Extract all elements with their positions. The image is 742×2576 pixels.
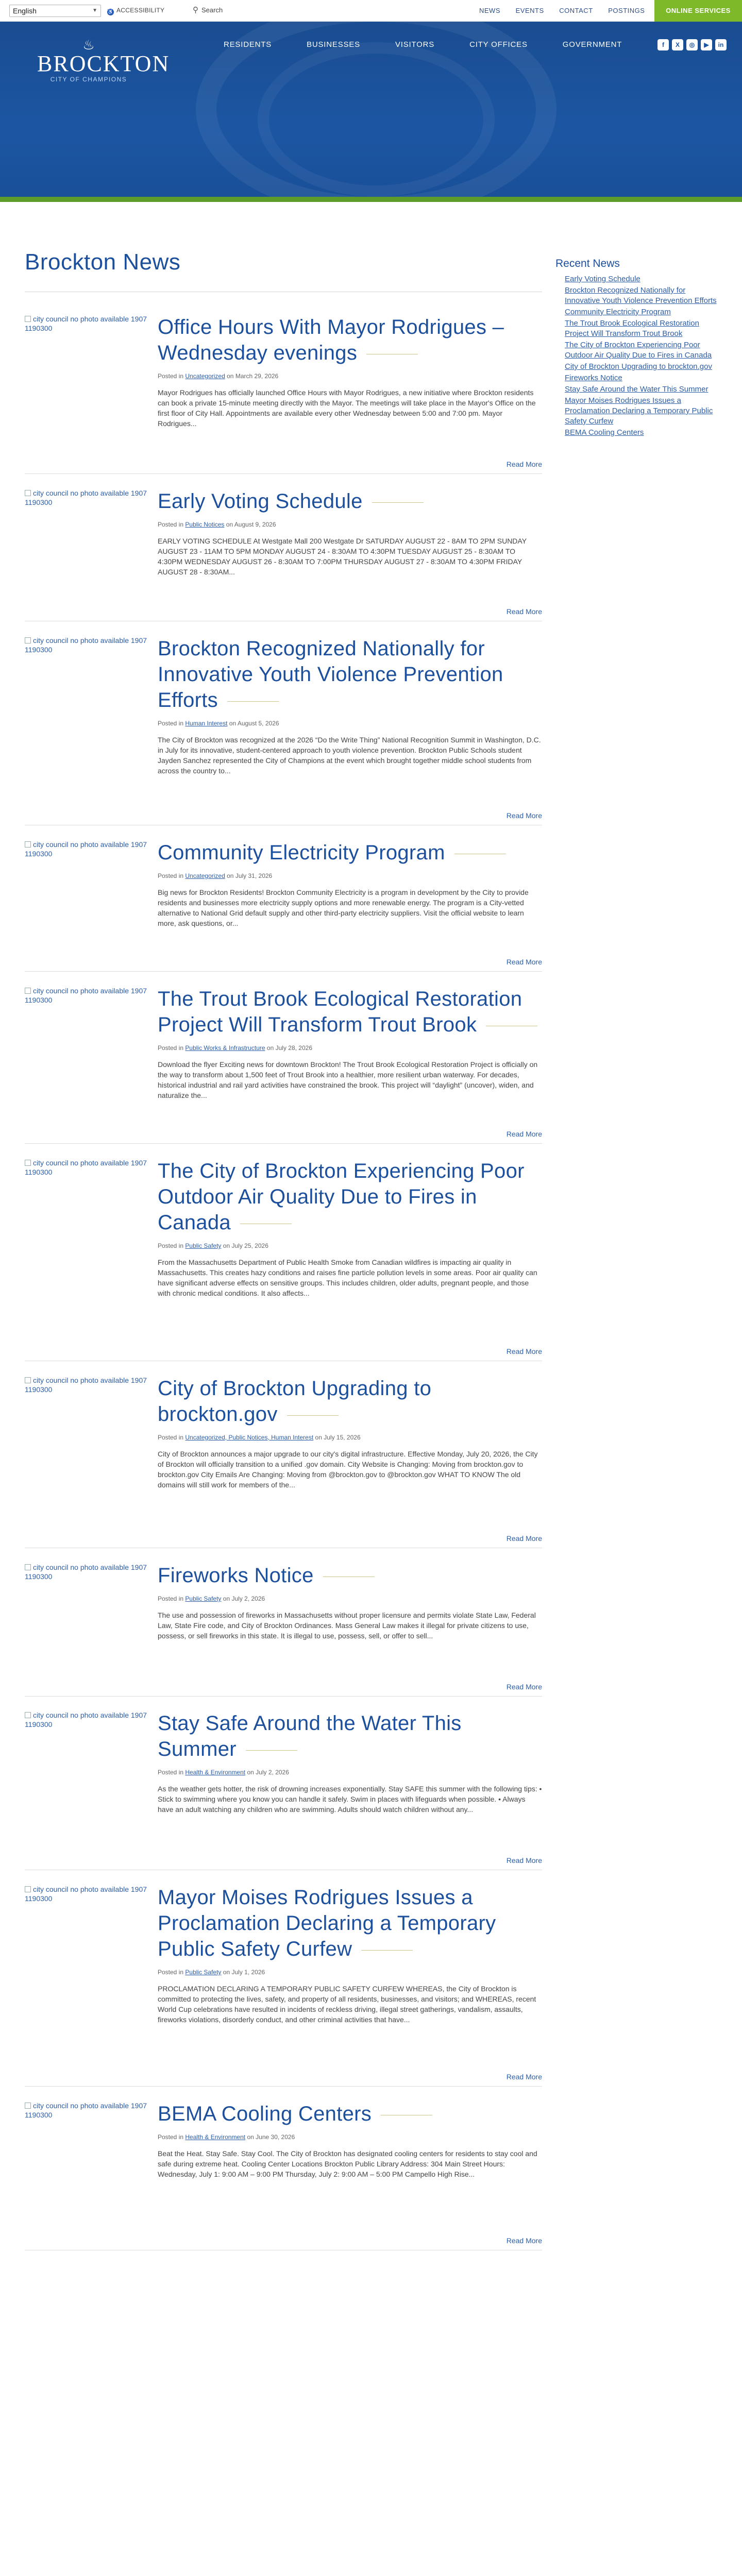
chevron-down-icon: ▼	[92, 8, 97, 13]
sidebar-news-link[interactable]: The Trout Brook Ecological Restoration Project Will Transform Trout Brook	[565, 319, 699, 338]
article-category-link[interactable]: Public Notices	[185, 521, 225, 528]
sidebar-heading: Recent News	[555, 258, 620, 269]
article-title-text[interactable]: The City of Brockton Experiencing Poor Outdoor Air Quality Due to Fires in Canada	[158, 1160, 525, 1234]
read-more-link[interactable]: Read More	[506, 1130, 542, 1138]
posted-in-label: Posted in	[158, 372, 184, 380]
read-more-link[interactable]: Read More	[506, 1534, 542, 1543]
sidebar-news-link[interactable]: BEMA Cooling Centers	[565, 428, 644, 437]
article-excerpt: City of Brockton announces a major upgrade to our city's digital infrastructure. Effective Monday, July 20, 2026, the City of Brockton will officially transition to a unified .gov domain. City Website is Changing: Moving from brockton.gov to brockton.gov City Emails Are Changing: Moving from @brockton.gov to @brockton.gov WHAT TO KNOW The old domains will still work for members of the...	[158, 1450, 538, 1489]
utility-link-postings[interactable]: POSTINGS	[608, 7, 645, 14]
logo-name: BROCKTON	[37, 51, 170, 76]
article-thumbnail[interactable]	[25, 1376, 148, 1406]
thumbnail-alt-text: city council no photo available 1907 1190300	[25, 1159, 147, 1176]
article-thumbnail[interactable]	[25, 314, 148, 345]
read-more-link[interactable]: Read More	[506, 2236, 542, 2245]
recent-news-sidebar	[555, 258, 720, 439]
article-title[interactable]	[158, 1376, 542, 1427]
article-body	[158, 2101, 542, 2179]
thumbnail-alt-text: city council no photo available 1907 1190300	[25, 1376, 147, 1394]
article-title-text[interactable]: Brockton Recognized Nationally for Innovative Youth Violence Prevention Efforts	[158, 637, 503, 711]
read-more-link[interactable]: Read More	[506, 460, 542, 468]
on-label: on	[247, 1769, 254, 1776]
thumbnail-alt-text: city council no photo available 1907 1190300	[25, 987, 147, 1004]
on-label: on	[227, 372, 234, 380]
article-title[interactable]	[158, 1885, 542, 1962]
thumbnail-alt-text: city council no photo available 1907 1190300	[25, 636, 147, 654]
article-meta	[158, 1433, 542, 1442]
article-excerpt: The use and possession of fireworks in Massachusetts without proper licensure and permits violate State Law, Federal Law, State Fire code, and City of Brockton Ordinances. Mass General Law makes it illegal for private citizens to use, possess, or sell fireworks in this state. It is illegal to use, possess, sell, or offer to sell...	[158, 1611, 536, 1640]
utility-link-news[interactable]: NEWS	[479, 7, 500, 14]
article-date: August 5, 2026	[237, 720, 279, 727]
posted-in-label: Posted in	[158, 1242, 184, 1249]
article-date: July 28, 2026	[275, 1044, 312, 1052]
article-date: July 25, 2026	[231, 1242, 268, 1249]
title-underline	[361, 1950, 413, 1951]
sidebar-news-link[interactable]: Community Electricity Program	[565, 308, 671, 316]
news-article-city-of-brockton-upgrading-to-brockton-g	[25, 1376, 542, 1548]
news-article-brockton-recognized-nationally-for-innov	[25, 636, 542, 825]
article-meta	[158, 1595, 542, 1603]
thumbnail-alt-text: city council no photo available 1907 1190300	[25, 2102, 147, 2119]
title-underline	[227, 701, 279, 702]
sidebar-news-link[interactable]: Brockton Recognized Nationally for Innovative Youth Violence Prevention Efforts	[565, 286, 717, 305]
article-category-link[interactable]: Public Works & Infrastructure	[185, 1044, 265, 1052]
main-nav	[224, 40, 657, 49]
article-title-text[interactable]: Fireworks Notice	[158, 1564, 314, 1587]
on-label: on	[229, 720, 237, 727]
on-label: on	[223, 1242, 230, 1249]
article-date: July 15, 2026	[324, 1434, 361, 1441]
posted-in-label: Posted in	[158, 720, 184, 727]
on-label: on	[226, 521, 233, 528]
news-article-the-trout-brook-ecological-restoration-p	[25, 986, 542, 1144]
news-article-bema-cooling-centers	[25, 2101, 542, 2250]
article-title-text[interactable]: Mayor Moises Rodrigues Issues a Proclamation Declaring a Temporary Public Safety Curfew	[158, 1886, 496, 1960]
article-title[interactable]	[158, 636, 542, 713]
title-underline	[246, 1750, 297, 1751]
article-title-text[interactable]: The Trout Brook Ecological Restoration Project Will Transform Trout Brook	[158, 988, 522, 1036]
thumbnail-alt-text: city council no photo available 1907 1190300	[25, 1885, 147, 1903]
sidebar-news-link[interactable]: Mayor Moises Rodrigues Issues a Proclamation Declaring a Temporary Public Safety Curfew	[565, 396, 713, 426]
read-more-link[interactable]: Read More	[506, 1856, 542, 1865]
article-meta	[158, 2133, 542, 2141]
nav-government[interactable]: GOVERNMENT	[562, 40, 622, 49]
news-article-community-electricity-program	[25, 840, 542, 972]
article-thumbnail[interactable]	[25, 488, 148, 519]
thumbnail-alt-text: city council no photo available 1907 1190300	[25, 1563, 147, 1581]
article-thumbnail[interactable]	[25, 840, 148, 871]
article-title-text[interactable]: City of Brockton Upgrading to brockton.gov	[158, 1377, 432, 1426]
article-excerpt: PROCLAMATION DECLARING A TEMPORARY PUBLIC SAFETY CURFEW WHEREAS, the City of Brockton is committed to protecting the lives, safety, and property of all residents, businesses, and visitors; and WHEREAS, recent World Cup celebrations have resulted in incidents of reckless driving, illegal street gatherings, vandalism, assaults, fireworks violations, disorderly conduct, and other criminal activities that have...	[158, 1985, 536, 2024]
posted-in-label: Posted in	[158, 1434, 184, 1441]
article-date: July 1, 2026	[231, 1969, 265, 1976]
article-excerpt: EARLY VOTING SCHEDULE At Westgate Mall 200 Westgate Dr SATURDAY AUGUST 22 - 8AM TO 2PM SUNDAY AUGUST 23 - 11AM TO 5PM MONDAY AUGUST 24 - 8:30AM TO 4:30PM TUESDAY AUGUST 25 - 8:30AM TO 4:30PM WEDNESDAY AUGUST 26 - 8:30AM TO 7:00PM THURSDAY AUGUST 27 - 8:30AM TO 4:30PM FRIDAY AUGUST 28 - 8:30AM...	[158, 537, 527, 576]
posted-in-label: Posted in	[158, 1595, 184, 1602]
article-date: July 2, 2026	[256, 1769, 289, 1776]
article-title[interactable]	[158, 488, 542, 514]
article-category-link[interactable]: Uncategorized	[185, 372, 225, 380]
social-links	[657, 39, 730, 50]
language-select[interactable]	[9, 5, 101, 17]
read-more-link[interactable]: Read More	[506, 1347, 542, 1355]
posted-in-label: Posted in	[158, 2133, 184, 2141]
article-title-text[interactable]: BEMA Cooling Centers	[158, 2103, 372, 2125]
thumbnail-alt-text: city council no photo available 1907 1190300	[25, 489, 147, 506]
thumbnail-alt-text: city council no photo available 1907 1190300	[25, 1711, 147, 1728]
broken-image-icon	[25, 1712, 31, 1718]
article-title[interactable]	[158, 1710, 542, 1762]
article-body	[158, 840, 542, 928]
broken-image-icon	[25, 316, 31, 322]
broken-image-icon	[25, 2103, 31, 2109]
article-category-link[interactable]: Uncategorized, Public Notices, Human Interest	[185, 1434, 314, 1441]
broken-image-icon	[25, 637, 31, 643]
article-body	[158, 1710, 542, 1815]
article-thumbnail[interactable]	[25, 2101, 148, 2132]
article-excerpt: Big news for Brockton Residents! Brockton Community Electricity is a program in development by the City to provide residents and businesses more electricity supply options and more renewable energy. The program is a City-vetted alternative to National Grid default supply and other third-party electricity suppliers. Visit the official website to learn more, ask questions, or...	[158, 888, 529, 927]
posted-in-label: Posted in	[158, 1969, 184, 1976]
broken-image-icon	[25, 988, 31, 994]
title-underline	[372, 502, 424, 503]
utility-bar	[0, 0, 742, 22]
article-title-text[interactable]: Early Voting Schedule	[158, 490, 363, 513]
on-label: on	[247, 2133, 254, 2141]
sidebar-news-link[interactable]: Fireworks Notice	[565, 374, 622, 382]
thumbnail-alt-text: city council no photo available 1907 1190300	[25, 315, 147, 332]
article-meta	[158, 372, 542, 380]
language-value: English	[13, 7, 37, 15]
article-meta	[158, 1044, 542, 1052]
nav-visitors[interactable]: VISITORS	[395, 40, 435, 49]
on-label: on	[266, 1044, 274, 1052]
article-date: August 9, 2026	[234, 521, 276, 528]
broken-image-icon	[25, 1564, 31, 1570]
article-date: July 31, 2026	[235, 872, 273, 879]
news-article-fireworks-notice	[25, 1563, 542, 1697]
article-title[interactable]	[158, 840, 542, 866]
accessibility-label: ACCESSIBILITY	[116, 7, 165, 14]
sidebar-news-link[interactable]: Stay Safe Around the Water This Summer	[565, 385, 709, 394]
sidebar-list	[555, 274, 720, 438]
on-label: on	[223, 1969, 230, 1976]
site-header	[0, 22, 742, 202]
article-category-link[interactable]: Human Interest	[185, 720, 228, 727]
search-toggle[interactable]	[193, 5, 223, 14]
news-article-mayor-moises-rodrigues-issues-a-proclama	[25, 1885, 542, 2087]
article-category-link[interactable]: Health & Environment	[185, 2133, 246, 2141]
header-green-strip	[0, 197, 742, 202]
article-thumbnail[interactable]	[25, 1563, 148, 1594]
broken-image-icon	[25, 841, 31, 848]
search-label: Search	[201, 6, 223, 14]
article-title[interactable]	[158, 986, 542, 1038]
article-thumbnail[interactable]	[25, 636, 148, 667]
article-title-text[interactable]: Office Hours With Mayor Rodrigues – Wednesday evenings	[158, 316, 504, 364]
broken-image-icon	[25, 1377, 31, 1383]
article-body	[158, 986, 542, 1100]
article-excerpt: Beat the Heat. Stay Safe. Stay Cool. The City of Brockton has designated cooling centers for residents to stay cool and safe during extreme heat. Cooling Center Locations Brockton Public Library Address: 304 Main Street Hours: Wednesday, July 1: 9:00 AM – 9:00 PM Thursday, July 2: 9:00 AM – 5:00 PM Campello High Rise...	[158, 2149, 537, 2178]
on-label: on	[315, 1434, 322, 1441]
article-category-link[interactable]: Public Safety	[185, 1969, 222, 1976]
article-meta	[158, 520, 542, 529]
article-title[interactable]	[158, 1158, 542, 1235]
on-label: on	[223, 1595, 230, 1602]
instagram-icon[interactable]: ◎	[686, 39, 698, 50]
sidebar-news-link[interactable]: The City of Brockton Experiencing Poor Outdoor Air Quality Due to Fires in Canada	[565, 341, 712, 360]
read-more-link[interactable]: Read More	[506, 2073, 542, 2081]
utility-nav	[479, 7, 658, 14]
article-body	[158, 314, 542, 429]
article-body	[158, 1158, 542, 1298]
article-meta	[158, 719, 542, 727]
article-excerpt: From the Massachusetts Department of Public Health Smoke from Canadian wildfires is impacting air quality in Massachusetts. This creates hazy conditions and raises fine particle pollution levels in some areas. Poor air quality can have significant adverse effects on sensitive groups. This includes children, older adults, pregnant people, and those with chronic medical conditions. It also affects...	[158, 1258, 537, 1297]
article-date: June 30, 2026	[256, 2133, 295, 2141]
youtube-icon[interactable]: ▶	[701, 39, 712, 50]
article-meta	[158, 1768, 542, 1776]
x-icon[interactable]: X	[672, 39, 683, 50]
article-thumbnail[interactable]	[25, 986, 148, 1017]
news-article-early-voting-schedule	[25, 488, 542, 621]
article-title[interactable]	[158, 2101, 542, 2127]
on-label: on	[227, 872, 234, 879]
read-more-link[interactable]: Read More	[506, 607, 542, 616]
news-article-office-hours-with-mayor-rodrigues-wednes	[25, 314, 542, 474]
torch-icon: ♨	[82, 37, 95, 53]
article-date: July 2, 2026	[231, 1595, 265, 1602]
article-excerpt: Download the flyer Exciting news for downtown Brockton! The Trout Brook Ecological Restoration Project is officially on the way to transform about 1,500 feet of Trout Brook into a healthier, more resilient urban waterway. For decades, historical industrial and rail yard activities have constrained the brook. This project will “daylight” (uncover), widen, and naturalize the...	[158, 1060, 538, 1099]
site-logo[interactable]	[37, 37, 170, 99]
posted-in-label: Posted in	[158, 1769, 184, 1776]
article-category-link[interactable]: Public Safety	[185, 1595, 222, 1602]
article-excerpt: As the weather gets hotter, the risk of drowning increases exponentially. Stay SAFE this summer with the following tips: • Stick to swimming where you know you can handle it safely. Swim in places with lifeguards when possible. • Always have an adult watching any children who are swimming. Adults should watch children without any...	[158, 1785, 542, 1814]
article-meta	[158, 872, 542, 880]
article-meta	[158, 1968, 542, 1976]
article-body	[158, 488, 542, 577]
news-article-the-city-of-brockton-experiencing-poor-o	[25, 1158, 542, 1361]
article-thumbnail[interactable]	[25, 1158, 148, 1189]
article-excerpt: The City of Brockton was recognized at the 2026 “Do the Write Thing” National Recognition Summit in Washington, D.C. in July for its innovative, student-centered approach to youth violence prevention. Brockton Public Schools student Jayden Sanchez represented the City of Champions at the event which brought together middle school students from across the country to...	[158, 736, 541, 775]
sidebar-news-link[interactable]: Early Voting Schedule	[565, 275, 640, 283]
city-seal-inner	[258, 42, 495, 197]
read-more-link[interactable]: Read More	[506, 1683, 542, 1691]
article-excerpt: Mayor Rodrigues has officially launched Office Hours with Mayor Rodrigues, a new initiative where Brockton residents can book a private 15-minute meeting directly with the Mayor. The meetings will take place in the Mayor's Office on the first floor of City Hall. Appointments are available every other Wednesday between 5:00 and 7:00 pm. Mayor Rodrigues...	[158, 388, 536, 428]
utility-link-events[interactable]: EVENTS	[515, 7, 544, 14]
article-title[interactable]	[158, 314, 542, 366]
article-title-text[interactable]: Stay Safe Around the Water This Summer	[158, 1712, 462, 1760]
nav-businesses[interactable]: BUSINESSES	[307, 40, 360, 49]
logo-tagline: CITY OF CHAMPIONS	[50, 76, 127, 83]
thumbnail-alt-text: city council no photo available 1907 1190300	[25, 840, 147, 858]
broken-image-icon	[25, 1160, 31, 1166]
accessibility-link[interactable]	[107, 7, 164, 15]
linkedin-icon[interactable]: in	[715, 39, 727, 50]
online-services-button[interactable]: ONLINE SERVICES	[654, 0, 742, 22]
article-body	[158, 636, 542, 776]
search-icon: ⚲	[193, 6, 198, 14]
read-more-link[interactable]: Read More	[506, 958, 542, 966]
posted-in-label: Posted in	[158, 521, 184, 528]
accessibility-icon: ♿	[107, 9, 114, 14]
article-category-link[interactable]: Health & Environment	[185, 1769, 246, 1776]
posted-in-label: Posted in	[158, 872, 184, 879]
facebook-icon[interactable]: f	[657, 39, 669, 50]
article-thumbnail[interactable]	[25, 1885, 148, 1916]
page-title: Brockton News	[25, 249, 181, 275]
article-body	[158, 1563, 542, 1641]
article-body	[158, 1376, 542, 1490]
sidebar-news-link[interactable]: City of Brockton Upgrading to brockton.gov	[565, 362, 712, 371]
broken-image-icon	[25, 1886, 31, 1892]
nav-city-offices[interactable]: CITY OFFICES	[469, 40, 528, 49]
nav-residents[interactable]: RESIDENTS	[224, 40, 272, 49]
posted-in-label: Posted in	[158, 1044, 184, 1052]
read-more-link[interactable]: Read More	[506, 811, 542, 820]
utility-link-contact[interactable]: CONTACT	[559, 7, 593, 14]
article-thumbnail[interactable]	[25, 1710, 148, 1741]
title-underline	[287, 1415, 339, 1416]
article-meta	[158, 1242, 542, 1250]
article-title[interactable]	[158, 1563, 542, 1588]
article-date: March 29, 2026	[235, 372, 279, 380]
article-category-link[interactable]: Uncategorized	[185, 872, 225, 879]
article-category-link[interactable]: Public Safety	[185, 1242, 222, 1249]
broken-image-icon	[25, 490, 31, 496]
article-body	[158, 1885, 542, 2025]
news-article-stay-safe-around-the-water-this-summer	[25, 1710, 542, 1870]
article-title-text[interactable]: Community Electricity Program	[158, 841, 445, 864]
